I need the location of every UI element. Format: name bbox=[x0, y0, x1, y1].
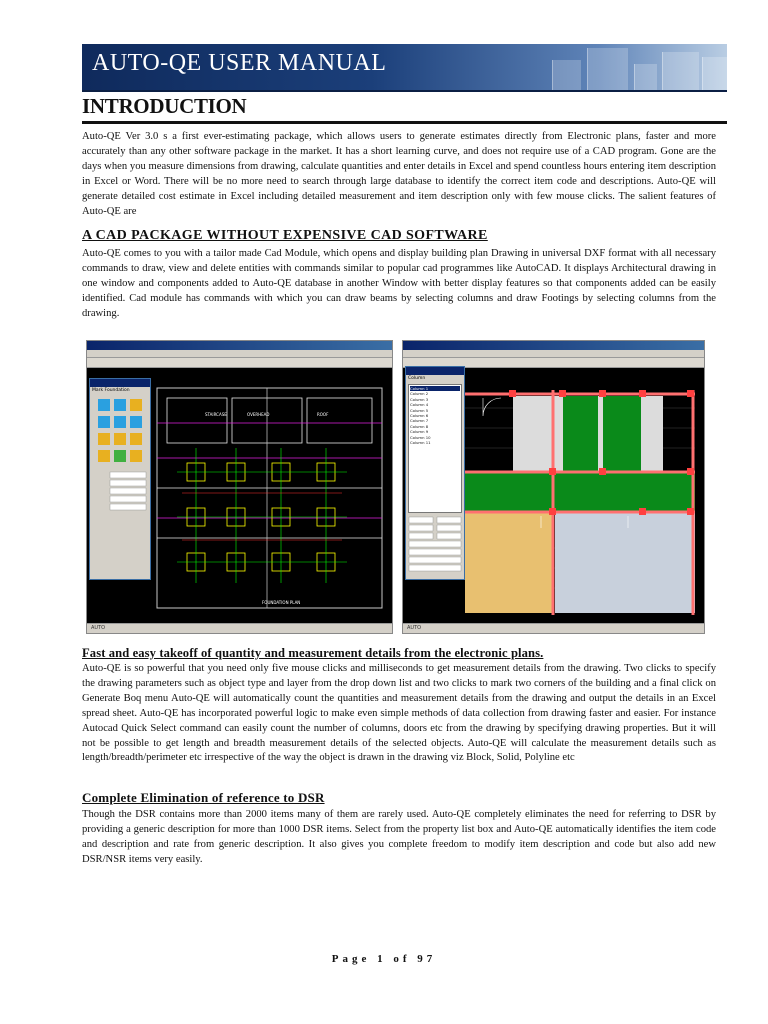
window-statusbar: AUTO bbox=[403, 623, 704, 633]
building-graphic bbox=[662, 52, 699, 90]
section-dsr-paragraph: Though the DSR contains more than 2000 items many of them are rarely used. Auto-QE completely eliminates the need for referring to DSR by providing a generic description for more than 1000 DSR items. Select from the property list box and Auto-QE automatically identifies the item code and description and rate from generic description. It also gives you complete freedom to modify item description and code but also add new DSR/NSR items very easily. bbox=[82, 809, 716, 865]
building-graphic bbox=[587, 48, 628, 90]
canvas-label: STAIRCASE bbox=[205, 412, 227, 417]
window-titlebar bbox=[403, 341, 704, 350]
list-item[interactable]: Column 7 bbox=[410, 418, 429, 424]
list-item[interactable]: Column 8 bbox=[410, 423, 429, 429]
building-graphic bbox=[552, 60, 581, 90]
building-graphic bbox=[634, 64, 657, 90]
list-item[interactable]: Column 5 bbox=[410, 407, 429, 413]
list-item[interactable]: Column 3 bbox=[410, 396, 429, 402]
list-item[interactable]: Column 2 bbox=[410, 391, 429, 397]
window-menubar bbox=[403, 350, 704, 358]
section-cad-paragraph: Auto-QE comes to you with a tailor made Cad Module, which opens and display building plan Drawing in universal DXF format with all necessary commands to draw, view and delete entities with commands similar to popular cad programmes like AutoCAD. It displays Architectural drawing in one window and components added to Auto-QE database in another Window with better display features so that components added can be easily identified. Cad module has commands with which you can draw beams by selecting columns and draw Footings by selecting columns from the drawing. bbox=[82, 248, 716, 319]
manual-banner bbox=[82, 44, 727, 92]
page-number: Page 1 of 97 bbox=[331, 953, 437, 965]
column-list[interactable] bbox=[408, 384, 462, 513]
section-takeoff-paragraph: Auto-QE is so powerful that you need only five mouse clicks and milliseconds to get measurement details from the drawing. Two clicks to specify the drawing parameters such as object type and layer from the drop down list and two clicks to mark two corners of the building and a final click on Generate Boq menu Auto-QE will automatically count the quantities and measurement details from the drawing and output the details in an Excel spread sheet. Auto-QE has incorporated powerful logic to make even simple methods of data collection from drawing faster and easier. For instance Autocad Quick Select command can easily count the number of columns, doors etc from the drawing by specifying drawing properties. But it will not be possible to get length and breadth measurement details of the selected objects. Auto-QE will calculate the measurement details such as length/breadth/perimeter etc irrespective of the way the object is drawn in the drawing viz Block, Solid, Polyline etc bbox=[82, 663, 716, 764]
canvas-label: ROOF bbox=[317, 412, 329, 417]
panel-titlebar bbox=[406, 367, 464, 375]
intro-paragraph: Auto-QE Ver 3.0 s a first ever-estimating package, which allows users to generate estimates directly from Electronic plans, faster and more accurately than any other software package in the market. It has a short learning curve, and does not require use of a CAD program. Gone are the days when you measure dimensions from drawing, calculate quantities and enter details in Excel and spend countless hours entering item description in Excel or Word. There will be no more need to search through large database to identify the correct item code and descriptions. Auto-QE will generate detailed cost estimate in Excel including detailed measurement and item description only with few mouse clicks. The salient features of Auto-QE are bbox=[82, 131, 716, 217]
foundation-type-icons[interactable] bbox=[90, 394, 150, 514]
panel-title: Mark Foundation bbox=[92, 388, 130, 393]
section-heading-takeoff: Fast and easy takeoff of quantity and measurement details from the electronic plans. bbox=[82, 646, 544, 660]
list-item[interactable]: Column 11 bbox=[410, 440, 431, 446]
canvas-label: OVERHEAD bbox=[247, 412, 270, 417]
list-item[interactable]: Column 4 bbox=[410, 402, 429, 408]
panel-title: Column bbox=[408, 376, 426, 381]
window-statusbar: AUTO bbox=[87, 623, 392, 633]
page-title: INTRODUCTION bbox=[82, 94, 247, 118]
building-graphic bbox=[702, 57, 727, 90]
list-item[interactable]: Column 9 bbox=[410, 429, 429, 435]
panel-titlebar bbox=[90, 379, 150, 387]
window-toolbar bbox=[87, 358, 392, 368]
column-properties-panel[interactable] bbox=[405, 366, 465, 580]
cad-screenshot-left bbox=[86, 340, 393, 634]
section-heading-dsr: Complete Elimination of reference to DSR bbox=[82, 790, 325, 805]
window-titlebar bbox=[87, 341, 392, 350]
section-heading-cad: A CAD PACKAGE WITHOUT EXPENSIVE CAD SOFTWARE bbox=[82, 228, 488, 243]
list-item[interactable]: Column 6 bbox=[410, 413, 429, 419]
list-item[interactable]: Column 1 bbox=[410, 386, 460, 391]
canvas-label: FOUNDATION PLAN bbox=[262, 600, 301, 605]
cad-screenshot-right bbox=[402, 340, 705, 634]
property-grid[interactable] bbox=[406, 515, 464, 575]
list-item[interactable]: Column 10 bbox=[410, 434, 431, 440]
banner-title: AUTO-QE USER MANUAL bbox=[92, 50, 387, 76]
title-divider bbox=[82, 121, 727, 124]
mark-foundation-panel[interactable] bbox=[89, 378, 151, 580]
window-menubar bbox=[87, 350, 392, 358]
